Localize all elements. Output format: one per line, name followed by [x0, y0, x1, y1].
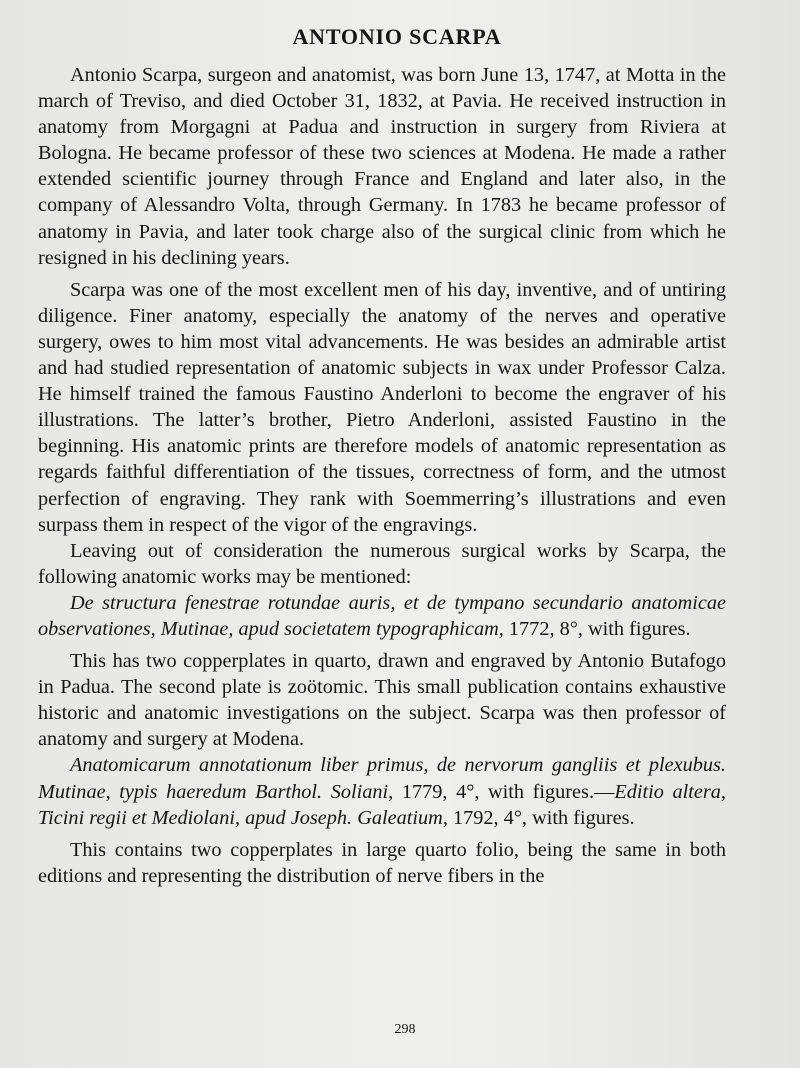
reference-annotationum-title: Anatomicarum annotationum liber primus, de nervorum gangliis et plexubus. Mutinae, typis haeredum Barthol. Soliani, — [38, 754, 726, 803]
page-title: ANTONIO SCARPA — [292, 24, 502, 49]
reference-fenestrae — [38, 590, 726, 642]
reference-annotationum-second-details: 1792, 4°, with figures. — [447, 806, 635, 829]
reference-annotationum — [38, 752, 726, 830]
paragraph-copperplates-2: This contains two copperplates in large quarto folio, being the same in both editions and representing the distribution of nerve fibers in the — [38, 838, 726, 887]
reference-annotationum-second-edition: Editio altera, Ticini regii et Mediolani, apud Joseph. Galeatium, — [38, 780, 726, 829]
reference-annotationum-details: 1779, 4°, with figures.— — [393, 780, 615, 803]
reference-fenestrae-title: De structura fenestrae rotundae auris, et de tympano secundario anatomicae observationes, Mutinae, apud societatem typographicam, — [38, 591, 726, 640]
reference-fenestrae-details: 1772, 8°, with figures. — [503, 617, 691, 640]
paragraph-works-intro: Leaving out of consideration the numerous surgical works by Scarpa, the following anatomic works may be mentioned: — [38, 539, 726, 588]
paragraph-character: Scarpa was one of the most excellent men of his day, inventive, and of untiring diligence. Finer anatomy, especially the anatomy of the nerves and operative surgery, owes to him most vital advancements. He was besides an admirable artist and had studied representation of anatomic subjects in wax under Professor Calza. He himself trained the famous Faustino Anderloni to become the engraver of his illustrations. The latter’s brother, Pietro Anderloni, assisted Faustino in the beginning. His anatomic prints are therefore models of anatomic representation as regards faithful differentiation of the tissues, correctness of form, and the utmost perfection of engraving. They rank with Soemmerring’s illustrations and even surpass them in respect of the vigor of the engravings. — [38, 278, 726, 536]
paragraph-biography: Antonio Scarpa, surgeon and anatomist, was born June 13, 1747, at Motta in the march of Treviso, and died October 31, 1832, at Pavia. He received instruction in anatomy from Morgagni at Padua and instruction in surgery from Riviera at Bologna. He became professor of these two sciences at Modena. He made a rather extended scientific journey through France and England and later also, in the company of Alessandro Volta, through Germany. In 1783 he became professor of anatomy in Pavia, and later took charge also of the surgical clinic from which he resigned in his declining years. — [38, 64, 726, 269]
paragraph-copperplates-1: This has two copperplates in quarto, drawn and engraved by Antonio Butafogo in Padua. The second plate is zoötomic. This small publication contains exhaustive historic and anatomic investigations on the subject. Scarpa was then professor of anatomy and surgery at Modena. — [38, 650, 726, 751]
page-number: 298 — [394, 1022, 416, 1037]
